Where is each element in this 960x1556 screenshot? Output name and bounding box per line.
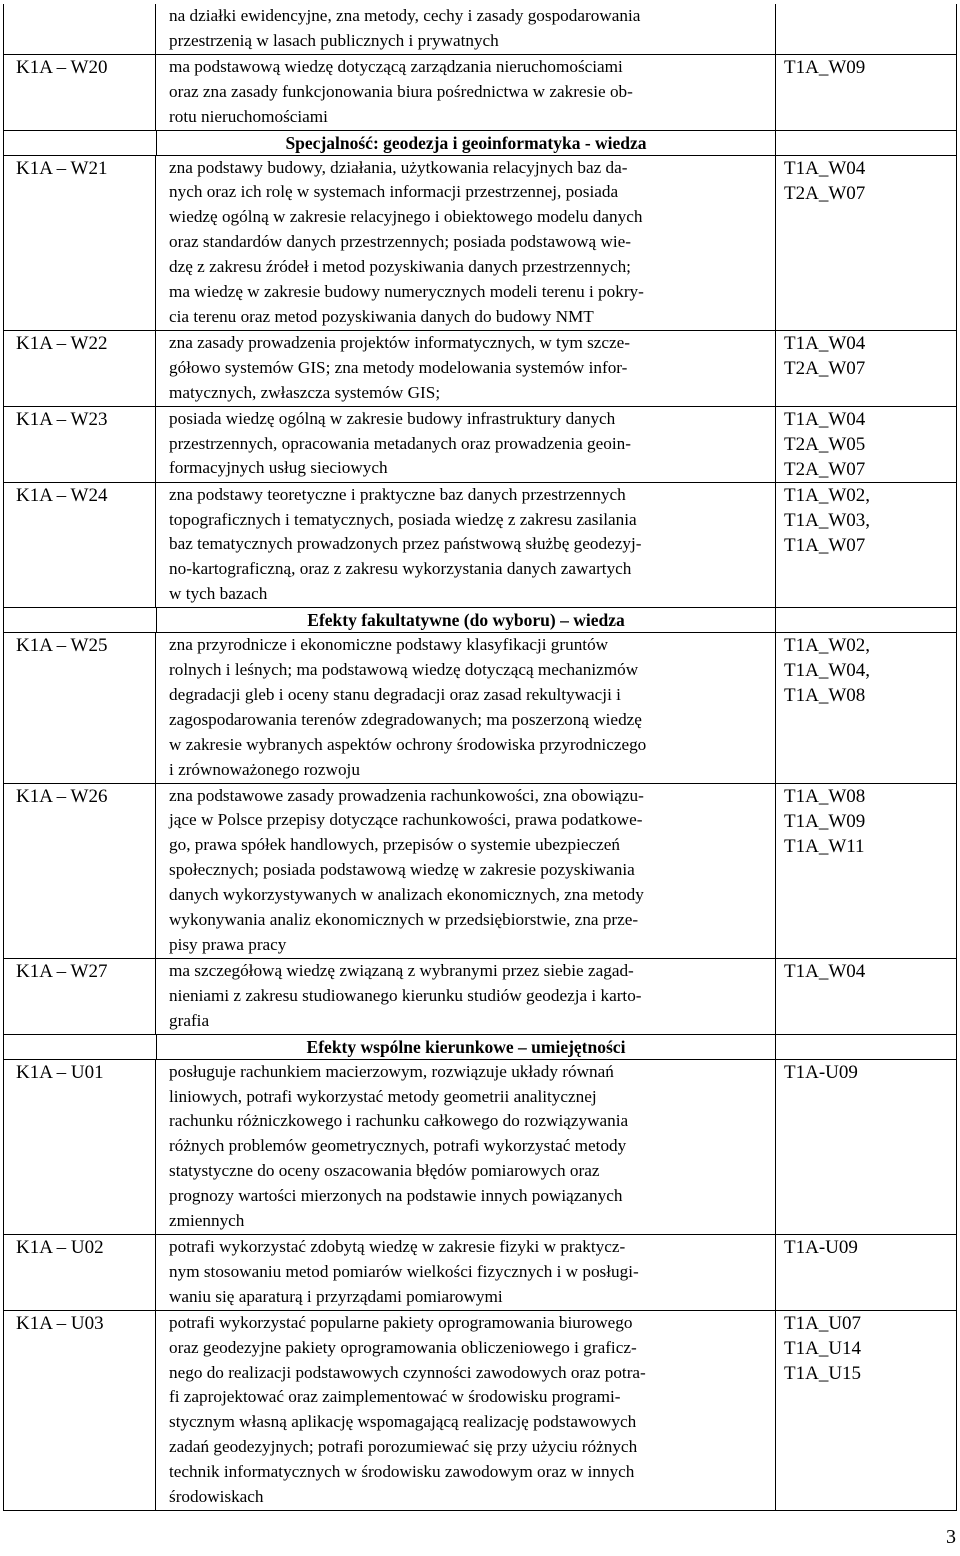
description-line: społecznych; posiada podstawową wiedzę w zakresie pozyskiwania: [169, 860, 635, 880]
description-line: liniowych, potrafi wykorzystać metody geometrii analitycznej: [169, 1086, 597, 1106]
specialization-rows: [4, 155, 956, 608]
section-title-text: Efekty wspólne kierunkowe – umiejętności: [306, 1036, 626, 1057]
reference-code: T1A_W08: [784, 785, 866, 807]
description-line: środowiskach: [169, 1487, 264, 1507]
description-line: posługuje rachunkiem macierzowym, rozwiązuje układy równań: [169, 1061, 614, 1081]
reference-code: T2A_W07: [784, 182, 866, 204]
description-line: zna zasady prowadzenia projektów informatycznych, w tym szcze-: [169, 332, 630, 352]
table-row: [4, 155, 956, 330]
table-row-continuation: [4, 4, 956, 54]
description-line: zna podstawowe zasady prowadzenia rachunkowości, zna obowiązu-: [169, 785, 644, 805]
description-line: topograficznych i tematycznych, posiada wiedzę z zakresu zasilania: [169, 509, 637, 529]
reference-code: T1A_W04,: [784, 660, 871, 682]
reference-code: T2A_W07: [784, 357, 866, 379]
section-header-specialization: [4, 130, 956, 155]
description-line: potrafi wykorzystać zdobytą wiedzę w zakresie fizyki w praktycz-: [169, 1236, 626, 1256]
reference-cell: [776, 959, 956, 1034]
description-line: w tych bazach: [169, 584, 268, 604]
section-title: [156, 1035, 776, 1059]
table-row: [4, 406, 956, 482]
description-line: zmiennych: [169, 1211, 245, 1231]
description-line: nego do realizacji podstawowych czynności zawodowych oraz potra-: [169, 1362, 646, 1382]
outcome-code: K1A – U01: [4, 1060, 156, 1234]
code-cell-empty: [4, 4, 156, 54]
reference-cell: [776, 55, 956, 130]
description-line: rolnych i leśnych; ma podstawową wiedzę dotyczącą mechanizmów: [169, 660, 639, 680]
reference-cell: [776, 156, 956, 330]
outcome-code: K1A – W25: [4, 633, 156, 782]
description-line: w zakresie wybranych aspektów ochrony środowiska przyrodniczego: [169, 734, 647, 754]
description-line: zna podstawy budowy, działania, użytkowania relacyjnych baz da-: [169, 157, 628, 177]
description-line: ma podstawową wiedzę dotyczącą zarządzania nieruchomościami: [169, 56, 623, 76]
reference-code: T2A_W05: [784, 433, 866, 455]
reference-cell: [776, 633, 956, 782]
table-row: [4, 482, 956, 608]
reference-cell: [776, 1060, 956, 1234]
description-line: pisy prawa pracy: [169, 935, 287, 954]
description-line: potrafi wykorzystać popularne pakiety oprogramowania biurowego: [169, 1312, 633, 1332]
description-line: posiada wiedzę ogólną w zakresie budowy infrastruktury danych: [169, 408, 616, 428]
reference-code: T1A_W02,: [784, 635, 871, 657]
outcome-code: K1A – W20: [4, 55, 156, 130]
description-line: przestrzennych, opracowania metadanych oraz prowadzenia geoin-: [169, 433, 631, 453]
description-line: ma wiedzę w zakresie budowy numerycznych modeli terenu i pokry-: [169, 282, 644, 302]
description-line: wykonywania analiz ekonomicznych w przedsiębiorstwie, zna prze-: [169, 910, 639, 930]
outcome-code: K1A – W24: [4, 483, 156, 608]
table-row: [4, 632, 956, 782]
reference-code: T1A_W04: [784, 408, 866, 430]
reference-code: T1A_W04: [784, 157, 866, 179]
outcome-code: K1A – U02: [4, 1235, 156, 1310]
description-line: waniu się aparaturą i przyrządami pomiarowymi: [169, 1286, 503, 1306]
description-line: fi zaprojektować oraz zaimplementować w środowisku programi-: [169, 1387, 621, 1407]
common-skills-rows: [4, 1059, 956, 1510]
description-cell: [156, 55, 776, 130]
table-row: [4, 1234, 956, 1310]
table-row: [4, 1310, 956, 1510]
reference-cell: [776, 784, 956, 958]
description-cell: [156, 483, 776, 608]
description-line: oraz standardów danych przestrzennych; posiada podstawową wie-: [169, 232, 631, 252]
description-line: dzę z zakresu źródeł i metod pozyskiwania danych przestrzennych;: [169, 257, 631, 277]
section-title: Specjalność: geodezja i geoinformatyka - wiedza: [156, 131, 776, 155]
reference-cell: [776, 1311, 956, 1510]
reference-code: T2A_W07: [784, 458, 866, 480]
description-line: baz tematycznych prowadzonych przez państwową służbę geodezyj-: [169, 534, 642, 554]
table-row: [4, 1059, 956, 1234]
description-line: oraz zna zasady funkcjonowania biura pośrednictwa w zakresie ob-: [169, 81, 633, 101]
description-line: rachunku różniczkowego i rachunku całkowego do rozwiązywania: [169, 1111, 629, 1131]
outcome-code: K1A – W26: [4, 784, 156, 958]
description-line: grafia: [169, 1010, 210, 1030]
reference-code: T1A_W09: [784, 56, 866, 78]
description-cell: [156, 4, 776, 54]
description-line: nych oraz ich rolę w systemach informacji przestrzennej, posiada: [169, 182, 619, 202]
description-line: cia terenu oraz metod pozyskiwania danych do budowy NMT: [169, 306, 594, 326]
reference-code: T1A-U09: [784, 1236, 858, 1258]
reference-code: T1A_U07: [784, 1312, 862, 1334]
section-header-common-skills: [4, 1034, 956, 1059]
description-line: no-kartograficzną, oraz z zakresu wykorzystania danych zawartych: [169, 559, 632, 579]
section-title: Efekty fakultatywne (do wyboru) – wiedza: [156, 608, 776, 632]
description-line: gółowo systemów GIS; zna metody modelowania systemów infor-: [169, 357, 628, 377]
description-line: jące w Polsce przepisy dotyczące rachunkowości, prawa podatkowe-: [169, 810, 643, 830]
description-line: na działki ewidencyjne, zna metody, cechy i zasady gospodarowania: [169, 6, 641, 25]
learning-outcomes-table: [3, 4, 957, 1511]
reference-code: T1A_W04: [784, 960, 866, 982]
reference-cell-empty: [776, 4, 956, 54]
reference-code: T1A_W11: [784, 835, 865, 857]
description-line: nieniami z zakresu studiowanego kierunku studiów geodezja i karto-: [169, 985, 642, 1005]
table-row-w20: [4, 54, 956, 130]
description-line: rotu nieruchomościami: [169, 106, 328, 126]
reference-code: T1A_W09: [784, 810, 866, 832]
elective-rows: [4, 632, 956, 1034]
table-row: [4, 330, 956, 406]
description-cell: [156, 1311, 776, 1510]
reference-code: T1A_W04: [784, 332, 866, 354]
outcome-code: K1A – W21: [4, 156, 156, 330]
outcome-code: K1A – U03: [4, 1311, 156, 1510]
description-cell: [156, 1235, 776, 1310]
description-line: prognozy wartości mierzonych na podstawie innych powiązanych: [169, 1186, 623, 1206]
reference-cell: [776, 407, 956, 482]
description-line: formacyjnych usług sieciowych: [169, 458, 388, 478]
description-line: zagospodarowania terenów zdegradowanych; ma poszerzoną wiedzę: [169, 709, 642, 729]
description-cell: [156, 959, 776, 1034]
reference-code: T1A_W07: [784, 534, 866, 556]
description-line: matycznych, zwłaszcza systemów GIS;: [169, 382, 441, 402]
reference-code: T1A_W02,: [784, 484, 871, 506]
description-line: nym stosowaniu metod pomiarów wielkości fizycznych i w posługi-: [169, 1261, 639, 1281]
description-line: przestrzenią w lasach publicznych i prywatnych: [169, 30, 499, 50]
page-number: 3: [946, 1526, 956, 1548]
description-line: i zrównoważonego rozwoju: [169, 759, 360, 779]
description-line: wiedzę ogólną w zakresie relacyjnego i obiektowego modelu danych: [169, 207, 643, 227]
outcome-code: K1A – W23: [4, 407, 156, 482]
description-line: różnych problemów geometrycznych, potrafi wykorzystać metody: [169, 1136, 627, 1156]
description-line: statystyczne do oceny oszacowania błędów pomiarowych oraz: [169, 1161, 600, 1181]
outcome-code: K1A – W27: [4, 959, 156, 1034]
description-line: stycznym własną aplikację wspomagającą realizację podstawowych: [169, 1412, 637, 1432]
description-cell: [156, 331, 776, 406]
description-cell: [156, 784, 776, 958]
description-line: zna podstawy teoretyczne i praktyczne baz danych przestrzennych: [169, 484, 626, 504]
table-row: [4, 958, 956, 1034]
description-line: go, prawa spółek handlowych, przepisów o systemie ubezpieczeń: [169, 835, 621, 855]
table-row: [4, 783, 956, 958]
reference-code: T1A_W08: [784, 685, 866, 707]
reference-cell: [776, 483, 956, 608]
description-line: danych wykorzystywanych w analizach ekonomicznych, zna metody: [169, 885, 644, 905]
description-cell: [156, 156, 776, 330]
reference-code: T1A-U09: [784, 1061, 858, 1083]
outcome-code: K1A – W22: [4, 331, 156, 406]
description-line: zadań geodezyjnych; potrafi porozumiewać się przy użyciu różnych: [169, 1437, 638, 1457]
reference-code: T1A_U14: [784, 1337, 862, 1359]
description-line: degradacji gleb i oceny stanu degradacji oraz zasad rekultywacji i: [169, 684, 621, 704]
reference-cell: [776, 331, 956, 406]
description-line: zna przyrodnicze i ekonomiczne podstawy klasyfikacji gruntów: [169, 635, 609, 655]
reference-code: T1A_U15: [784, 1362, 862, 1384]
section-header-elective: [4, 607, 956, 632]
description-line: technik informatycznych w środowisku zawodowym oraz w innych: [169, 1462, 635, 1482]
description-line: ma szczegółową wiedzę związaną z wybranymi przez siebie zagad-: [169, 960, 634, 980]
description-cell: [156, 1060, 776, 1234]
description-cell: [156, 633, 776, 782]
reference-code: T1A_W03,: [784, 509, 871, 531]
description-line: oraz geodezyjne pakiety oprogramowania obliczeniowego i graficz-: [169, 1337, 637, 1357]
description-cell: [156, 407, 776, 482]
reference-cell: [776, 1235, 956, 1310]
